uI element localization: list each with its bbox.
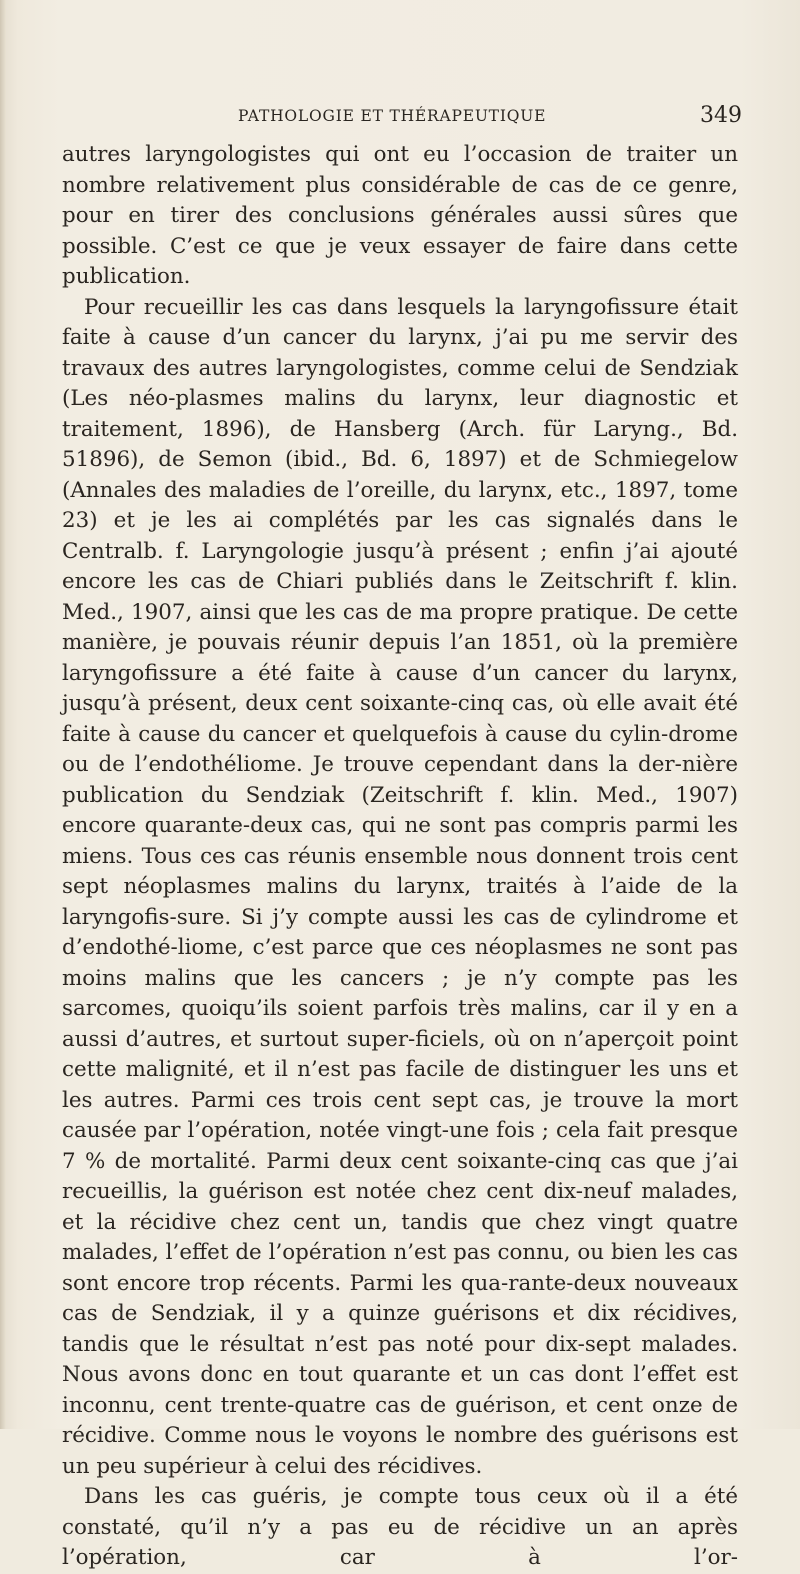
- paragraph-2: Pour recueillir les cas dans lesquels la laryngofissure était faite à cause d’un cancer du larynx, j’ai pu me servir des travaux des autres laryngologistes, comme celui de Sendziak (Les néo-plasmes malins du larynx, leur diagnostic et traitement, 1896), de Hansberg (Arch. für Laryng., Bd. 51896), de Semon (ibid., Bd. 6, 1897) et de Schmiegelow (Annales des maladies de l’oreille, du larynx, etc., 1897, tome 23) et je les ai complétés par les cas signalés dans le Centralb. f. Laryngologie jusqu’à présent ; enfin j’ai ajouté encore les cas de Chiari publiés dans le Zeitschrift f. klin. Med., 1907, ainsi que les cas de ma propre pratique. De cette manière, je pouvais réunir depuis l’an 1851, où la première laryngofissure a été faite à cause d’un cancer du larynx, jusqu’à présent, deux cent soixante-cinq cas, où elle avait été faite à cause du cancer et quelquefois à cause du cylin-drome ou de l’endothéliome. Je trouve cependant dans la der-nière publication du Sendziak (Zeitschrift f. klin. Med., 1907) encore quarante-deux cas, qui ne sont pas compris parmi les miens. Tous ces cas réunis ensemble nous donnent trois cent sept néoplasmes malins du larynx, traités à l’aide de la laryngofis-sure. Si j’y compte aussi les cas de cylindrome et d’endothé-liome, c’est parce que ces néoplasmes ne sont pas moins malins que les cancers ; je n’y compte pas les sarcomes, quoiqu’ils soient parfois très malins, car il y en a aussi d’autres, et surtout super-ficiels, où on n’aperçoit point cette malignité, et il n’est pas facile de distinguer les uns et les autres. Parmi ces trois cent sept cas, je trouve la mort causée par l’opération, notée vingt-une fois ; cela fait presque 7 % de mortalité. Parmi deux cent soixante-cinq cas que j’ai recueillis, la guérison est notée chez cent dix-neuf malades, et la récidive chez cent un, tandis que chez vingt quatre malades, l’effet de l’opération n’est pas connu, ou bien les cas sont encore trop récents. Parmi les qua-rante-deux nouveaux cas de Sendziak, il y a quinze guérisons et dix récidives, tandis que le résultat n’est pas noté pour dix-sept malades. Nous avons donc en tout quarante et un cas dont l’effet est inconnu, cent trente-quatre cas de guérison, et cent onze de récidive. Comme nous le voyons le nombre des guérisons est un peu supérieur à celui des récidives.: [62, 294, 738, 1479]
- running-title: PATHOLOGIE ET THÉRAPEUTIQUE: [238, 107, 547, 125]
- body-text: [62, 140, 738, 1574]
- page-number: 349: [700, 103, 742, 128]
- page-edge-shadow: [0, 0, 6, 1429]
- paragraph-1: autres laryngologistes qui ont eu l’occasion de traiter un nombre relativement plus considérable de cas de ce genre, pour en tirer des conclusions générales aussi sûres que possible. C’est ce que je veux essayer de faire dans cette publication.: [62, 142, 738, 289]
- page-header: [62, 96, 742, 136]
- paragraph-3: Dans les cas guéris, je compte tous ceux où il a été constaté, qu’il n’y a pas eu de récidive un an après l’opération, car à l’or-: [62, 1484, 738, 1570]
